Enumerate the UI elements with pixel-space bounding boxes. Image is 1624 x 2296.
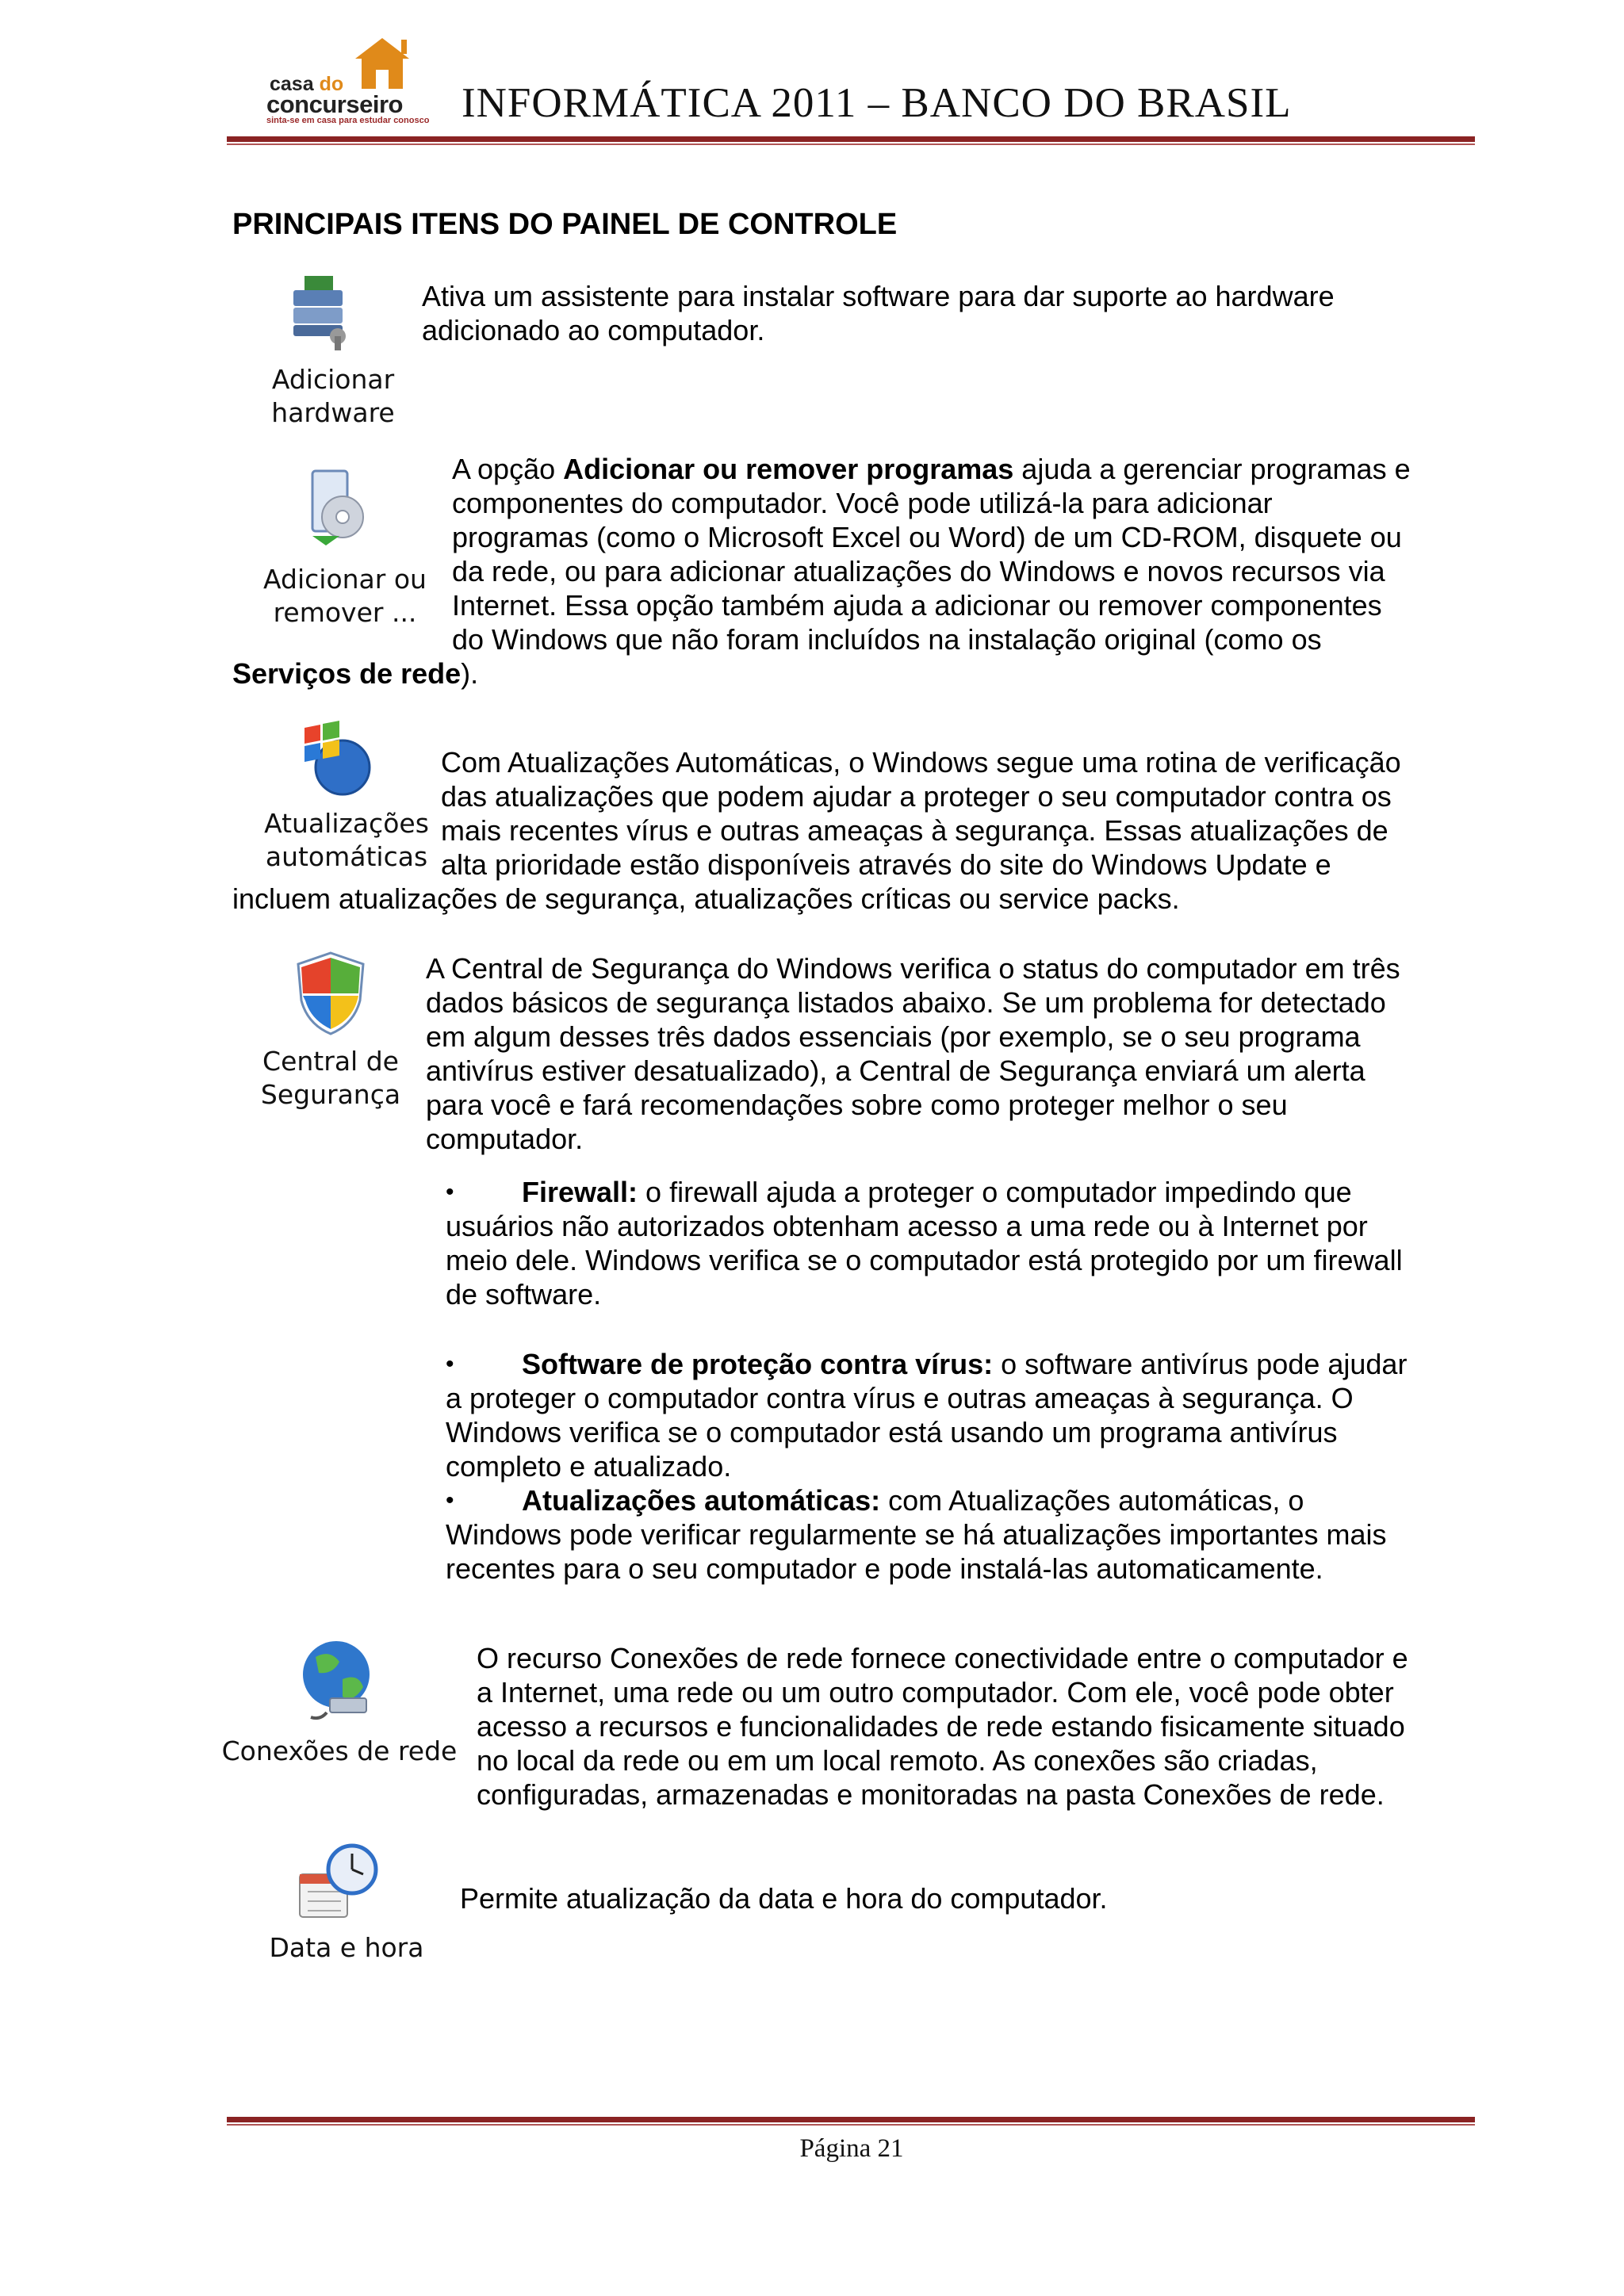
datetime-text: Permite atualização da data e hora do computador. [460,1882,1108,1915]
header-rule-thin [227,144,1475,145]
network-globe-icon [298,1638,377,1725]
add-remove-text: A opção Adicionar ou remover programas ajuda a gerenciar programas e componentes do computador. Você pode utilizá-la para adicionar programas (como o Microsoft Excel ou Word) de um CD-ROM, disquete ou da rede, ou para adicionar atualizações do Windows e novos recursos via Internet. Essa opção também ajuda a adicionar ou remover componentes do Windows que não foram incluídos na instalação original (como os [452,453,1411,656]
tile-auto-updates[interactable] [255,714,438,880]
tile-label: Atualizações automáticas [264,808,429,872]
auto-updates-text-tail: incluem atualizações de segurança, atualizações críticas ou service packs. [232,882,1180,915]
bullet-dot: • [446,1487,454,1513]
tile-add-hardware[interactable] [262,266,404,433]
footer-rule-thin [227,2124,1475,2126]
tile-network-connections[interactable] [213,1635,466,1793]
header-title: INFORMÁTICA 2011 – BANCO DO BRASIL [462,80,1292,126]
section-title: PRINCIPAIS ITENS DO PAINEL DE CONTROLE [232,208,898,241]
tile-security-center[interactable] [247,947,414,1129]
bullet-firewall: • Firewall: o firewall ajuda a proteger o computador impedindo que usuários não autorizados obtenham acesso a uma rede ou à Internet por meio dele. Windows verifica se o computador está protegido por um firewall de software. [446,1176,1403,1311]
logo-line2: concurseiro [266,90,403,118]
windows-update-icon [297,720,379,799]
add-hardware-text: Ativa um assistente para instalar software para dar suporte ao hardware adicionado ao computador. [422,280,1335,346]
bullet-antivirus: • Software de proteção contra vírus: o software antivírus pode ajudar a proteger o computador contra vírus e outras ameaças à segurança. O Windows verifica se o computador está usando um programa antivírus completo e atualizado. [446,1348,1408,1483]
bullet-dot: • [446,1351,454,1377]
logo-line1: casa do [270,73,344,95]
auto-updates-text: Com Atualizações Automáticas, o Windows segue uma rotina de verificação das atualizações que podem ajudar a proteger o seu computador contra os mais recentes vírus e outras ameaças à segurança. Essas atualizações de alta prioridade estão disponíveis através do site do Windows Update e [441,746,1401,881]
security-shield-icon [293,950,368,1037]
header-rule [227,136,1475,142]
calendar-clock-icon [295,1843,382,1922]
hardware-icon [290,273,354,352]
logo-tagline: sinta-se em casa para estudar conosco [266,116,430,125]
page-number: Página 21 [799,2134,904,2163]
add-remove-programs-icon [308,468,371,547]
tile-label: Conexões de rede [221,1735,458,1766]
bullet-auto-updates: • Atualizações automáticas: com Atualizações automáticas, o Windows pode verificar regularmente se há atualizações importantes mais recentes para o seu computador e pode instalá-las automaticamente. [446,1484,1387,1585]
tile-label: Central de Segurança [260,1046,401,1110]
footer-rule [227,2117,1475,2122]
security-center-text: A Central de Segurança do Windows verifica o status do computador em três dados básicos de segurança listados abaixo. Se um problema for detectado em algum desses três dados essenciais (por exemplo, se o seu programa antivírus estiver desatualizado), a Central de Segurança enviará um alerta para você e fará recomendações sobre como proteger melhor o seu computador. [426,952,1400,1155]
add-remove-text-tail: Serviços de rede). [232,657,479,690]
bullet-dot: • [446,1179,454,1205]
network-text: O recurso Conexões de rede fornece conectividade entre o computador e a Internet, uma rede ou um outro computador. Com ele, você pode obter acesso a recursos e funcionalidades de rede estando fisicamente situado no local da rede ou em um local remoto. As conexões são criadas, configuradas, armazenadas e monitoradas na pasta Conexões de rede. [477,1642,1408,1811]
tile-label: Adicionar ou remover ... [263,564,427,628]
tile-label: Adicionar hardware [271,364,395,428]
tile-add-remove[interactable] [262,457,428,636]
tile-date-time[interactable] [247,1838,446,1999]
tile-label: Data e hora [269,1932,424,1963]
